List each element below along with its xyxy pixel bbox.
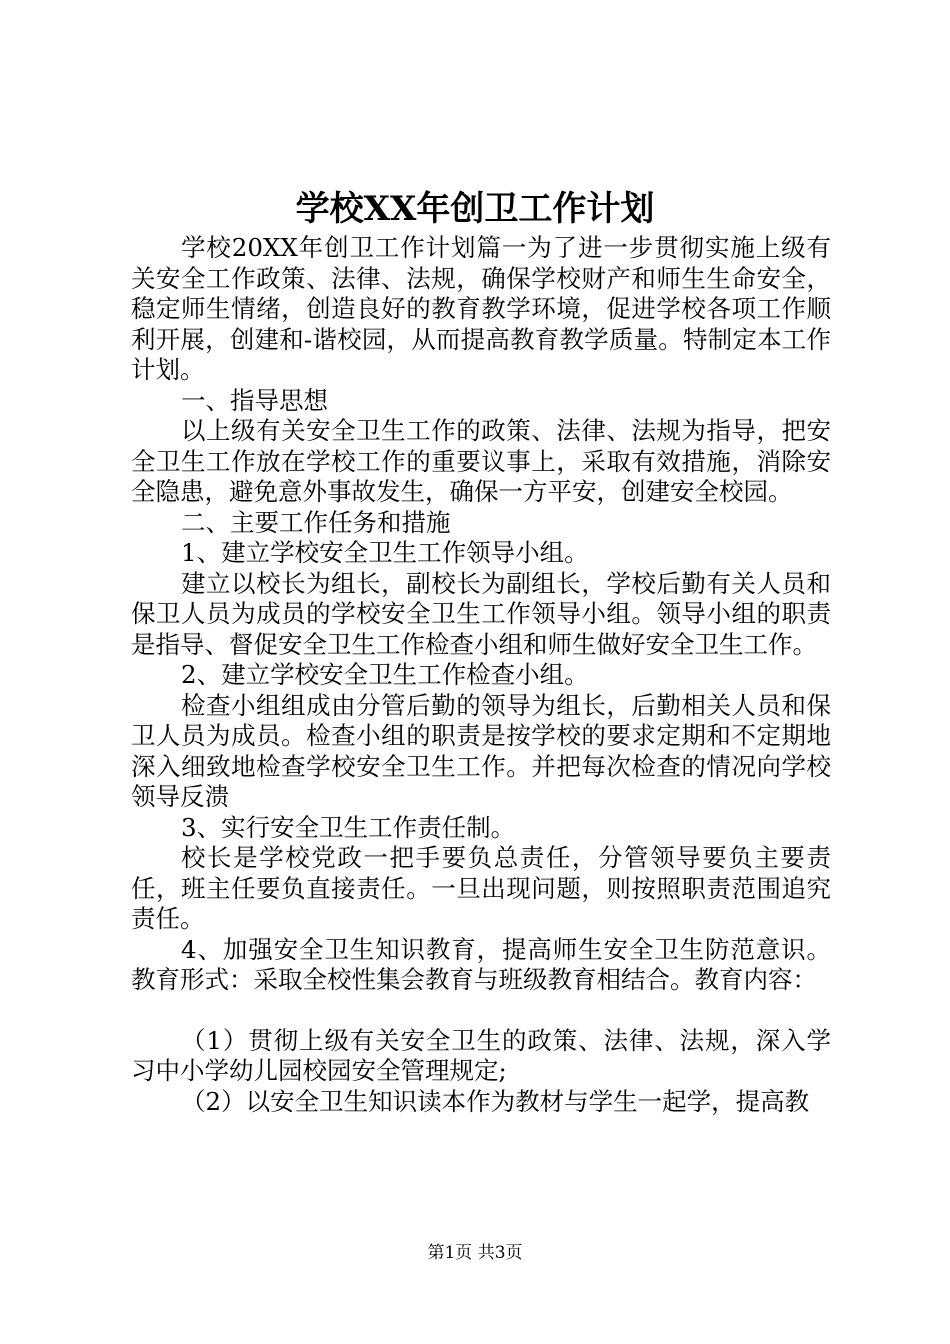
paragraph-item-1: 建立以校长为组长，副校长为副组长，学校后勤有关人员和保卫人员为成员的学校安全卫生工作领导小组。领导小组的职责是指导、督促安全卫生工作检查小组和师生做好安全卫生工作。 [131, 568, 831, 659]
list-item-2: （2）以安全卫生知识读本作为教材与学生一起学，提高教 [181, 1086, 810, 1116]
section-heading-main-tasks: 二、主要工作任务和措施 [181, 507, 451, 537]
paragraph-intro: 学校20XX年创卫工作计划篇一为了进一步贯彻实施上级有关安全工作政策、法律、法规，确保学校财产和师生生命安全，稳定师生情绪，创造良好的教育教学环境，促进学校各项工作顺利开展，创建和-谐校园，从而提高教育教学质量。特制定本工作计划。 [131, 233, 831, 384]
list-item-1: （1）贯彻上级有关安全卫生的政策、法律、法规，深入学习中小学幼儿园校园安全管理规定; [131, 1025, 831, 1085]
document-title: 学校XX年创卫工作计划 [295, 189, 655, 229]
item-heading-3: 3、实行安全卫生工作责任制。 [181, 812, 516, 842]
page-footer: 第1页 共3页 [427, 1243, 523, 1263]
item-heading-2: 2、建立学校安全卫生工作检查小组。 [181, 660, 589, 689]
section-heading-guiding-ideology: 一、指导思想 [181, 385, 328, 415]
paragraph-guiding-ideology: 以上级有关安全卫生工作的政策、法律、法规为指导，把安全卫生工作放在学校工作的重要议事上，采取有效措施，消除安全隐患，避免意外事故发生，确保一方平安，创建安全校园。 [131, 416, 831, 506]
paragraph-item-2: 检查小组组成由分管后勤的领导为组长，后勤相关人员和保卫人员为成员。检查小组的职责是按学校的要求定期和不定期地深入细致地检查学校安全卫生工作。并把每次检查的情况向学校领导反溃 [131, 690, 831, 811]
document-body [131, 233, 831, 1117]
blank-line [131, 996, 831, 1026]
item-heading-1: 1、建立学校安全卫生工作领导小组。 [181, 538, 589, 567]
paragraph-item-3: 校长是学校党政一把手要负总责任，分管领导要负主要责任，班主任要负直接责任。一旦出现问题，则按照职责范围追究责任。 [131, 843, 831, 933]
paragraph-item-4: 4、加强安全卫生知识教育，提高师生安全卫生防范意识。教育形式：采取全校性集会教育与班级教育相结合。教育内容： [131, 934, 831, 994]
